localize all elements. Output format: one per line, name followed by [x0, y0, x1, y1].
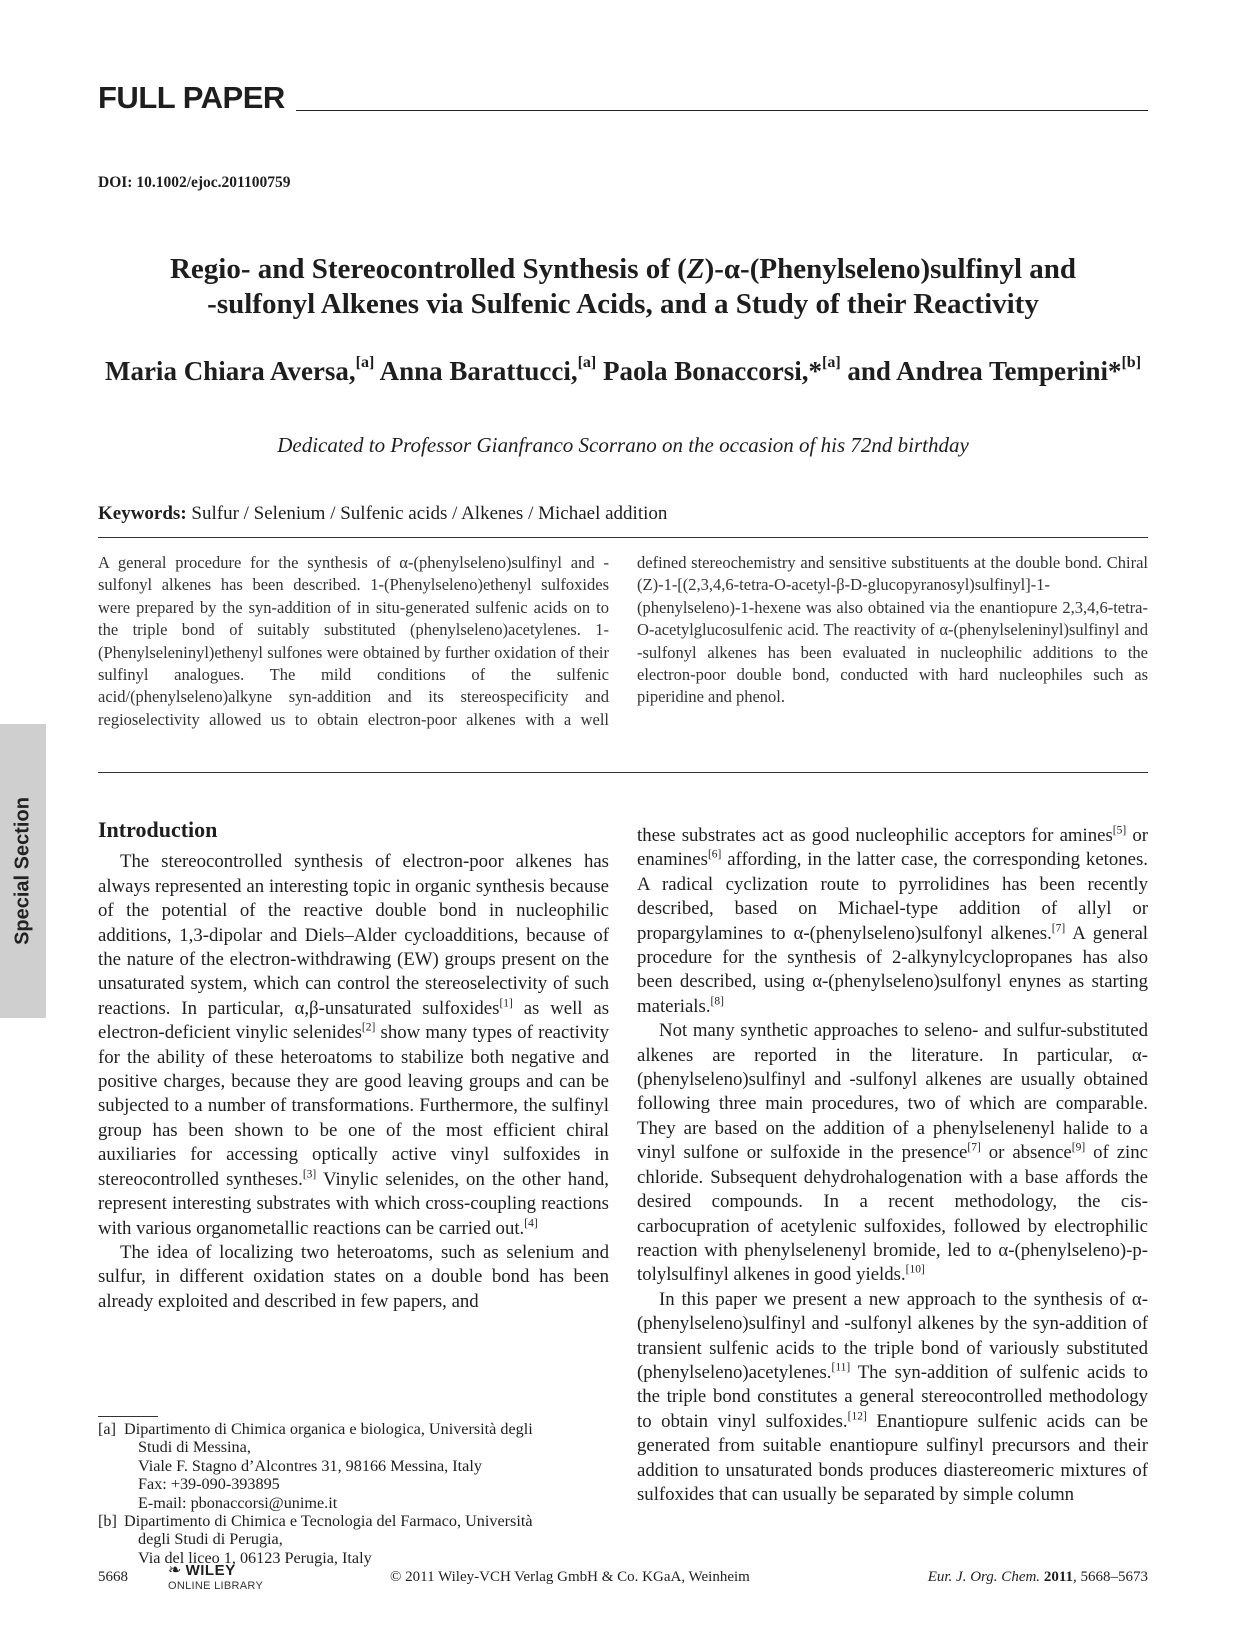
abstract: A general procedure for the synthesis of α-(phenylseleno)sulfinyl and -sulfonyl alkenes has been described. 1-(Phenylseleno)ethenyl sulfoxides were prepared by the syn-addition of in situ-generated sulfenic acids on to the triple bond of suitably substituted (phenylseleno)acetylenes. 1-(Phenylseleninyl)ethenyl sulfones were obtained by further oxidation of their sulfinyl analogues. The mild conditions of the sulfenic acid/(phenylseleno)alkyne syn-addition and its stereospecificity and regioselectivity allowed us to obtain electron-poor alkenes with a well defined stereochemistry and sensitive substituents at the double bond. Chiral (Z)-1-[(2,3,4,6-tetra-O-acetyl-β-D-glucopyranosyl)sulfinyl]-1-(phenylseleno)-1-hexene was also obtained via the enantiopure 2,3,4,6-tetra-O-acetylglucosulfenic acid. The reactivity of α-(phenylseleninyl)sulfinyl and -sulfonyl alkenes has been evaluated in nucleophilic additions to the electron-poor double bond, conducted with hard nucleophiles such as piperidine and phenol.	[98, 553, 1148, 729]
paragraph: The idea of localizing two heteroatoms, such as selenium and sulfur, in different oxidation states on a double bond has been already exploited and described in few papers, and	[98, 1241, 609, 1312]
section-label: FULL PAPER	[98, 80, 285, 115]
author-affiliation: [a]	[821, 354, 841, 371]
wiley-logo-icon: ❧	[168, 1562, 182, 1579]
title-line1-z: Z	[686, 253, 705, 285]
affiliation-a: [a] Dipartimento di Chimica organica e biologica, Università degli Studi di Messina, Viale F. Stagno d’Alcontres 31, 98166 Messina, Italy Fax: +39-090-393895 E-mail: pbonaccorsi@unime.it	[98, 1420, 533, 1512]
abstract-top-rule	[98, 537, 1148, 538]
author-name: and Andrea Temperini*	[847, 356, 1122, 386]
affiliations	[98, 1420, 609, 1567]
author-name: Maria Chiara Aversa,	[104, 356, 356, 386]
author-name: Anna Barattucci,	[379, 356, 578, 386]
citation[interactable]: [1]	[499, 997, 513, 1010]
section-heading: Introduction	[98, 817, 218, 842]
title-line1-b: )-α-(Phenylseleno)sulfinyl and	[704, 253, 1077, 285]
citation[interactable]: [6]	[707, 849, 722, 862]
keywords	[98, 503, 667, 525]
abstract-bottom-rule	[98, 772, 1148, 773]
citation[interactable]: [5]	[1112, 824, 1127, 837]
title-line1-a: Regio- and Stereocontrolled Synthesis of (	[169, 253, 687, 285]
citation[interactable]: [4]	[524, 1217, 538, 1230]
page-footer	[98, 1560, 1148, 1592]
citation[interactable]: [11]	[831, 1361, 851, 1374]
email-link[interactable]: E-mail: pbonaccorsi@unime.it	[138, 1493, 338, 1512]
citation[interactable]: [3]	[302, 1168, 317, 1181]
paragraph: In this paper we present a new approach to the synthesis of α-(phenylseleno)sulfinyl and -sulfonyl alkenes by the syn-addition of transient sulfenic acids to the triple bond of variously substituted (phenylseleno)acetylenes.[11] The syn-addition of sulfenic acids to the triple bond constitutes a general stereocontrolled methodology to obtain vinyl sulfoxides.[12] Enantiopure sulfenic acids can be generated from suitable enantiopure sulfinyl precursors and their addition to unsaturated bonds produces diastereomeric mixtures of sulfoxides that can usually be separated by simple column	[637, 1288, 1148, 1505]
doi[interactable]: DOI: 10.1002/ejoc.201100759	[98, 174, 291, 191]
special-section-tab	[0, 724, 46, 1018]
citation[interactable]: [8]	[710, 995, 724, 1008]
journal-citation: Eur. J. Org. Chem. 2011, 5668–5673	[927, 1569, 1148, 1585]
citation[interactable]: [7]	[1051, 922, 1066, 935]
author-affiliation: [a]	[577, 354, 597, 371]
citation[interactable]: [10]	[905, 1264, 925, 1277]
keywords-label: Keywords:	[98, 503, 187, 524]
author-list	[98, 356, 1148, 387]
page-number: 5668	[98, 1569, 128, 1585]
header-rule	[296, 110, 1148, 111]
citation[interactable]: [2]	[361, 1021, 376, 1034]
dedication: Dedicated to Professor Gianfranco Scorrano on the occasion of his 72nd birthday	[277, 433, 969, 457]
copyright: © 2011 Wiley-VCH Verlag GmbH & Co. KGaA, Weinheim	[390, 1569, 750, 1585]
page-header	[98, 80, 1148, 116]
affiliation-b: [b] Dipartimento di Chimica e Tecnologia del Farmaco, Università degli Studi di Perugia, Via del liceo 1, 06123 Perugia, Italy	[98, 1512, 533, 1567]
paragraph: Not many synthetic approaches to seleno- and sulfur-substituted alkenes are reported in the literature. In particular, α-(phenylseleno)sulfinyl and -sulfonyl alkenes are usually obtained following three main procedures, two of which are comparable. They are based on the addition of a phenylselenenyl halide to a vinyl sulfone or sulfoxide in the presence[7] or absence[9] of zinc chloride. Subsequent dehydrohalogenation with a base affords the desired compounds. In a recent methodology, the cis-carbocupration of acetylenic sulfoxides, followed by electrophilic reaction with phenylselenenyl bromide, led to α-(phenylseleno)-p-tolylsulfinyl alkenes in good yields.[10]	[637, 1020, 1148, 1286]
citation[interactable]: [9]	[1071, 1142, 1086, 1155]
paragraph: these substrates act as good nucleophilic acceptors for amines[5] or enamines[6] affording, in the latter case, the corresponding ketones. A radical cyclization route to pyrrolidines has been recently described, based on Michael-type addition of allyl or propargylamines to α-(phenylseleno)sulfonyl alkenes.[7] A general procedure for the synthesis of 2-alkynylcyclopropanes has also been described, using α-(phenylseleno)sulfonyl enynes as starting materials.[8]	[637, 824, 1148, 1017]
author-affiliation: [a]	[355, 354, 375, 371]
keywords-text: Sulfur / Selenium / Sulfenic acids / Alkenes / Michael addition	[191, 503, 668, 524]
author-name: Paola Bonaccorsi,*	[603, 356, 822, 386]
footnote-rule	[98, 1416, 158, 1417]
title-line2: -sulfonyl Alkenes via Sulfenic Acids, and a Study of their Reactivity	[207, 288, 1039, 320]
author-affiliation: [b]	[1121, 354, 1142, 371]
side-tab-label: Special Section	[11, 797, 34, 945]
left-column	[98, 818, 609, 1314]
citation[interactable]: [12]	[847, 1410, 867, 1423]
right-column	[637, 824, 1148, 1507]
wiley-logo: ❧ WILEY ONLINE LIBRARY	[168, 1562, 264, 1592]
citation[interactable]: [7]	[967, 1142, 981, 1155]
paper-title	[98, 252, 1148, 322]
paragraph: The stereocontrolled synthesis of electron-poor alkenes has always represented an interesting topic in organic synthesis because of the potential of the reactive double bond in nucleophilic additions, 1,3-dipolar and Diels–Alder cycloadditions, because of the nature of the electron-withdrawing (EW) groups present on the unsaturated system, which can control the stereoselectivity of such reactions. In particular, α,β-unsaturated sulfoxides[1] as well as electron-deficient vinylic selenides[2] show many types of reactivity for the ability of these heteroatoms to stabilize both negative and positive charges, because they are good leaving groups and can be subjected to a number of transformations. Furthermore, the sulfinyl group has been shown to be one of the most efficient chiral auxiliaries for accessing optically active vinyl sulfoxides in stereocontrolled syntheses.[3] Vinylic selenides, on the other hand, represent interesting substrates with which cross-coupling reactions with various organometallic reactions can be carried out.[4]	[98, 851, 610, 1239]
